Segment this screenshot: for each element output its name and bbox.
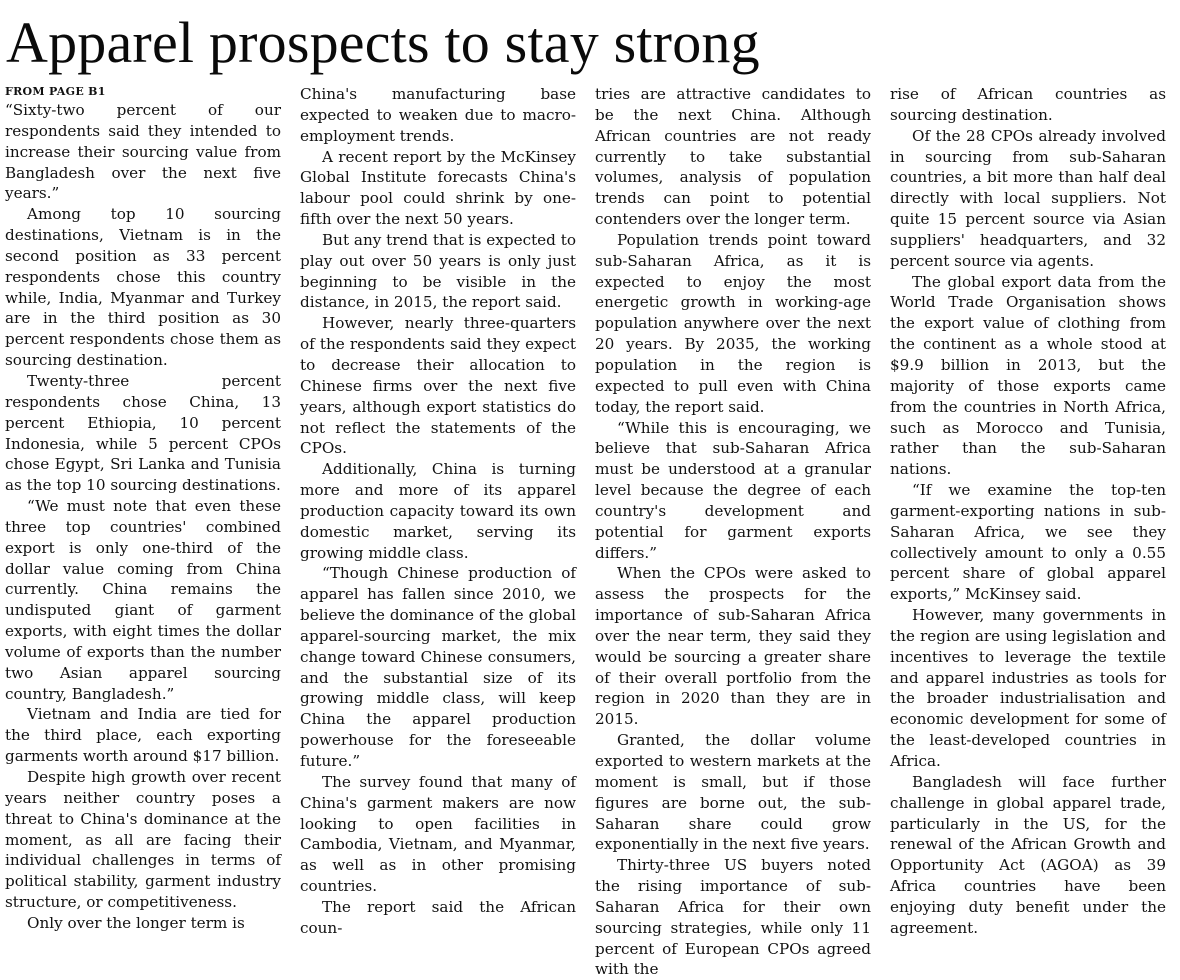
paragraph: However, nearly three-quarters of the respondents said they expect to decrease their allocation to Chinese firms over the next five years, although export statistics do not reflect the statements of the CPOs. — [300, 314, 576, 458]
paragraph: “If we examine the top-ten garment-exporting nations in sub-Saharan Africa, we see they collectively amount to only a 0.55 percent share of global apparel exports,” McKinsey said. — [890, 481, 1166, 604]
paragraph: A recent report by the McKinsey Global Institute forecasts China's labour pool could shrink by one-fifth over the next 50 years. — [300, 147, 576, 229]
paragraph: The survey found that many of China's garment makers are now looking to open facilities in Cambodia, Vietnam, and Myanmar, as well as in other promising countries. — [300, 772, 576, 896]
paragraph: Among top 10 sourcing destinations, Vietnam is in the second position as 33 percent respondents chose this country while, India, Myanmar and Turkey are in the third position as 30 percent respondents chose them as sourcing destination. — [5, 205, 281, 370]
paragraph: However, many governments in the region are using legislation and incentives to leverage the textile and apparel industries as tools for the broader industrialisation and economic development for some of the least-developed countries in Africa. — [890, 606, 1166, 770]
paragraph: China's manufacturing base expected to weaken due to macro-employment trends. — [300, 85, 576, 145]
paragraph: tries are attractive candidates to be the next China. Although African countries are not ready currently to take substantial volumes, analysis of population trends can point to potential contenders over the longer term. — [595, 85, 871, 229]
paragraph: rise of African countries as sourcing destination. — [890, 85, 1166, 124]
article-column-3 — [595, 84, 871, 979]
article-column-2 — [300, 84, 576, 937]
paragraph: Twenty-three percent respondents chose China, 13 percent Ethiopia, 10 percent Indonesia, while 5 percent CPOs chose Egypt, Sri Lanka and Tunisia as the top 10 sourcing destinations. — [5, 371, 281, 495]
paragraph: Additionally, China is turning more and more of its apparel production capacity toward its own domestic market, serving its growing middle class. — [300, 460, 576, 562]
paragraph: “While this is encouraging, we believe that sub-Saharan Africa must be understood at a granular level because the degree of each country's development and potential for garment exports differs.” — [595, 418, 871, 562]
paragraph: “Sixty-two percent of our respondents said they intended to increase their sourcing value from Bangladesh over the next five years.” — [5, 101, 281, 203]
article-column-4 — [890, 84, 1166, 937]
paragraph: Thirty-three US buyers noted the rising importance of sub-Saharan Africa for their own sourcing strategies, while only 11 percent of European CPOs agreed with the — [595, 856, 871, 979]
paragraph: The global export data from the World Trade Organisation shows the export value of clothing from the continent as a whole stood at $9.9 billion in 2013, but the majority of those exports came from the countries in North Africa, such as Morocco and Tunisia, rather than the sub-Saharan nations. — [890, 272, 1166, 479]
paragraph: “Though Chinese production of apparel has fallen since 2010, we believe the dominance of the global apparel-sourcing market, the mix change toward Chinese consumers, and the substantial size of its growing middle class, will keep China the apparel production powerhouse for the foreseeable future.” — [300, 564, 576, 770]
paragraph: But any trend that is expected to play out over 50 years is only just beginning to be visible in the distance, in 2015, the report said. — [300, 230, 576, 312]
continuation-label: FROM PAGE B1 — [5, 85, 106, 98]
headline: Apparel prospects to stay strong — [6, 10, 760, 75]
paragraph: Of the 28 CPOs already involved in sourcing from sub-Saharan countries, a bit more than half deal directly with local suppliers. Not quite 15 percent source via Asian suppliers' headquarters, and 32 percent source via agents. — [890, 126, 1166, 270]
article-column-1 — [5, 84, 281, 932]
paragraph: When the CPOs were asked to assess the prospects for the importance of sub-Saharan Africa over the near term, they said they would be sourcing a greater share of their overall portfolio from the region in 2020 than they are in 2015. — [595, 564, 871, 729]
paragraph: Vietnam and India are tied for the third place, each exporting garments worth around $17 billion. — [5, 705, 281, 766]
paragraph: The report said the African coun- — [300, 897, 576, 937]
paragraph: Only over the longer term is — [27, 913, 245, 932]
paragraph: Bangladesh will face further challenge in global apparel trade, particularly in the US, for the renewal of the African Growth and Opportunity Act (AGOA) as 39 Africa countries have been enjoying duty benefit under the agreement. — [890, 772, 1166, 937]
paragraph: “We must note that even these three top countries' combined export is only one-third of the dollar value coming from China currently. China remains the undisputed giant of garment exports, with eight times the dollar volume of exports than the number two Asian apparel sourcing country, Bangladesh.” — [5, 497, 281, 703]
paragraph: Despite high growth over recent years neither country poses a threat to China's dominance at the moment, as all are facing their individual challenges in terms of political stability, garment industry structure, or competitiveness. — [5, 768, 281, 912]
paragraph: Granted, the dollar volume exported to western markets at the moment is small, but if those figures are borne out, the sub-Saharan share could grow exponentially in the next five years. — [595, 731, 871, 854]
paragraph: Population trends point toward sub-Saharan Africa, as it is expected to enjoy the most energetic growth in working-age population anywhere over the next 20 years. By 2035, the working population in the region is expected to pull even with China today, the report said. — [595, 230, 871, 416]
